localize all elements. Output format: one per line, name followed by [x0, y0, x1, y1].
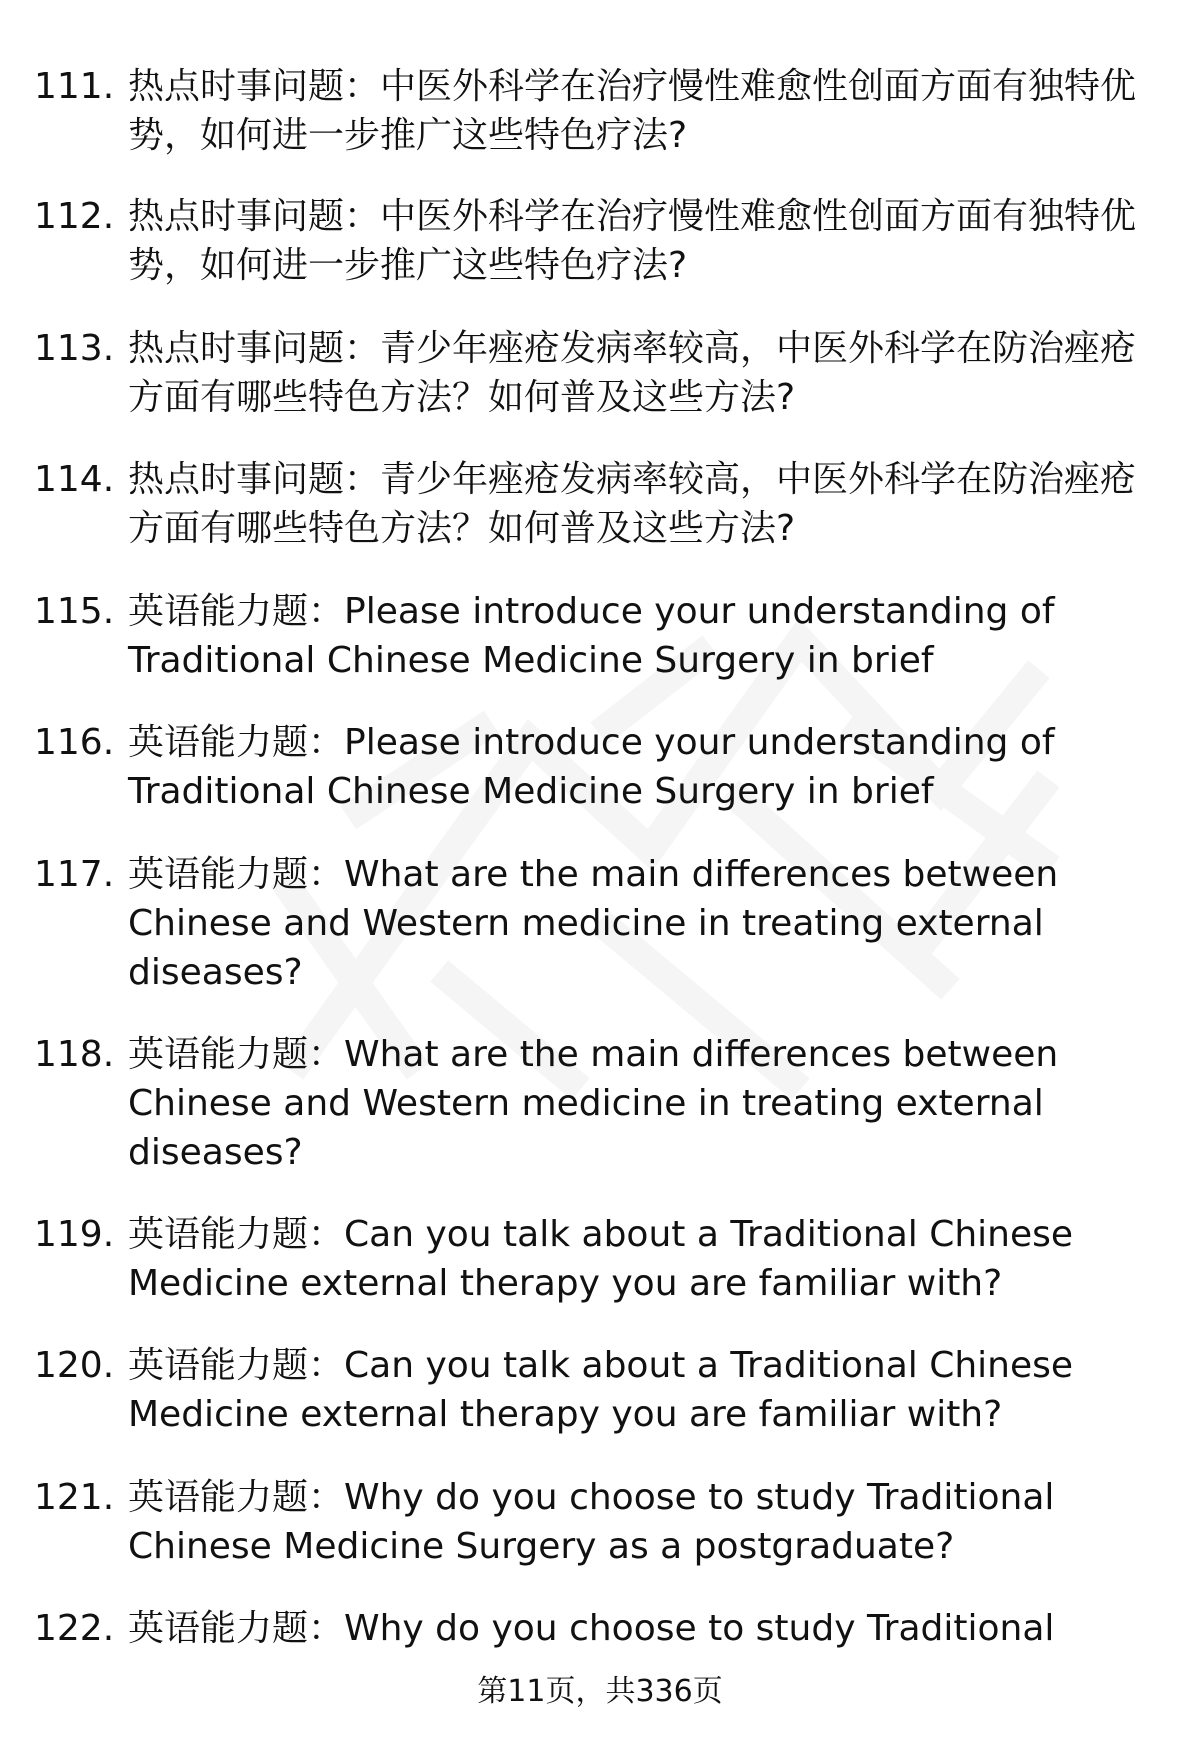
question-number: 119.: [34, 1214, 115, 1255]
question-text: 英语能力题：Why do you choose to study Traditional Chinese Medicine Surgery as a postgraduate?: [128, 1477, 1055, 1567]
question-number: 117.: [34, 854, 115, 895]
question-number: 111.: [34, 66, 115, 107]
question-text: 英语能力题：Please introduce your understanding of Traditional Chinese Medicine Surgery in brief: [128, 591, 1055, 681]
question-text: 英语能力题：What are the main differences between Chinese and Western medicine in treating external diseases?: [128, 854, 1059, 993]
question-text: 英语能力题：What are the main differences between Chinese and Western medicine in treating external diseases?: [128, 1034, 1059, 1173]
question-number: 116.: [34, 722, 115, 763]
question-text: 英语能力题：Why do you choose to study Traditional: [128, 1608, 1055, 1649]
question-number: 121.: [34, 1477, 115, 1518]
question-number: 112.: [34, 196, 115, 237]
question-number: 120.: [34, 1345, 115, 1386]
question-number: 115.: [34, 591, 115, 632]
question-text: 热点时事问题：青少年痤疮发病率较高，中医外科学在防治痤疮方面有哪些特色方法？如何普及这些方法?: [128, 328, 1137, 418]
page-footer: 第11页，共336页: [477, 1674, 723, 1709]
question-number: 122.: [34, 1608, 115, 1649]
question-text: 热点时事问题：中医外科学在治疗慢性难愈性创面方面有独特优势，如何进一步推广这些特色疗法?: [128, 196, 1137, 286]
question-text: 英语能力题：Can you talk about a Traditional Chinese Medicine external therapy you are familiar with?: [128, 1345, 1074, 1435]
question-text: 英语能力题：Please introduce your understanding of Traditional Chinese Medicine Surgery in brief: [128, 722, 1055, 812]
question-text: 热点时事问题：中医外科学在治疗慢性难愈性创面方面有独特优势，如何进一步推广这些特色疗法?: [128, 66, 1137, 156]
question-text: 英语能力题：Can you talk about a Traditional Chinese Medicine external therapy you are familiar with?: [128, 1214, 1074, 1304]
question-number: 113.: [34, 328, 115, 369]
question-number: 118.: [34, 1034, 115, 1075]
question-number: 114.: [34, 459, 115, 500]
question-text: 热点时事问题：青少年痤疮发病率较高，中医外科学在防治痤疮方面有哪些特色方法？如何普及这些方法?: [128, 459, 1137, 549]
